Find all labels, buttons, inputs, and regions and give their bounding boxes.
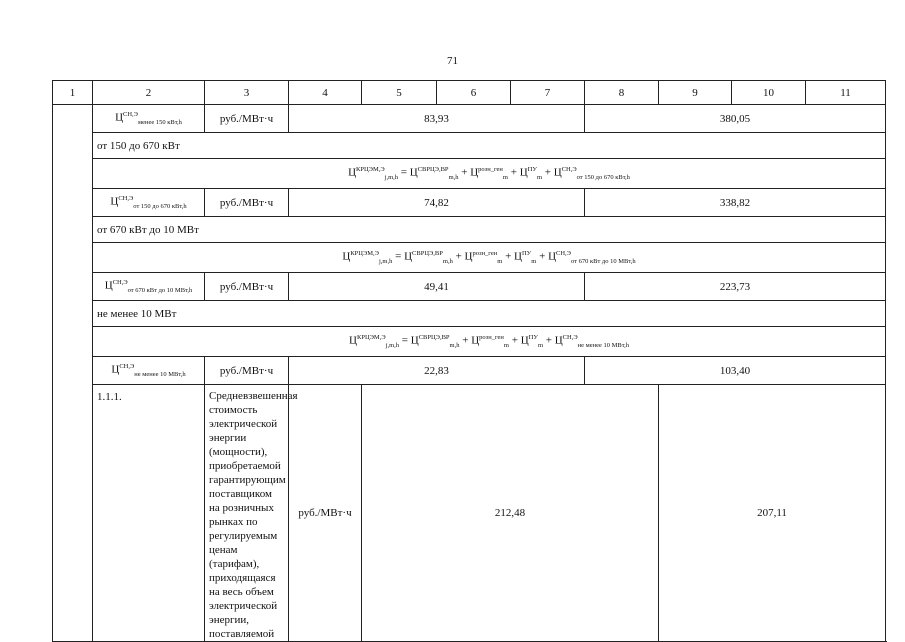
section-row (53, 133, 886, 159)
section-label: от 670 кВт до 10 МВт (93, 217, 886, 243)
section-label: от 150 до 670 кВт (93, 133, 886, 159)
header-col-8: 8 (585, 81, 659, 105)
value-cell: 207,11 (659, 385, 886, 642)
header-col-7: 7 (511, 81, 585, 105)
table-row (53, 189, 886, 217)
value-cell: 380,05 (585, 105, 886, 133)
header-col-6: 6 (437, 81, 511, 105)
header-col-1: 1 (53, 81, 93, 105)
value-cell: 212,48 (362, 385, 659, 642)
tariff-table (52, 80, 886, 642)
header-row (53, 81, 886, 105)
formula: $Ц^{КРЦЭМ,Э}_{j,m,h} = Ц^{СВРЦЭ,ВР}_{m,h} + Ц^{розн\_ген}_m + Ц^{ПУ}_m + Ц^{СН,Э}_{от 670 кВт до 10 МВт,h}$ (93, 243, 886, 273)
rate-symbol: $Ц^{СН,Э}_{не менее 10 МВт,h}$ (93, 357, 205, 385)
unit-cell: руб./МВт·ч (205, 273, 289, 301)
rate-symbol: $Ц^{СН,Э}_{менее 150 кВт,h}$ (93, 105, 205, 133)
section-label: не менее 10 МВт (93, 301, 886, 327)
formula-row (53, 243, 886, 273)
value-cell: 223,73 (585, 273, 886, 301)
value-cell: 22,83 (289, 357, 585, 385)
rate-symbol: $Ц^{СН,Э}_{от 670 кВт до 10 МВт,h}$ (93, 273, 205, 301)
unit-cell: руб./МВт·ч (205, 357, 289, 385)
value-cell: 103,40 (585, 357, 886, 385)
header-col-3: 3 (205, 81, 289, 105)
header-col-4: 4 (289, 81, 362, 105)
unit-cell: руб./МВт·ч (289, 385, 362, 642)
value-cell: 338,82 (585, 189, 886, 217)
value-cell: 49,41 (289, 273, 585, 301)
page-number: 71 (447, 55, 458, 67)
formula-row (53, 159, 886, 189)
header-col-9: 9 (659, 81, 732, 105)
unit-cell: руб./МВт·ч (205, 189, 289, 217)
value-cell: 74,82 (289, 189, 585, 217)
rate-symbol: $Ц^{СН,Э}_{от 150 до 670 кВт,h}$ (93, 189, 205, 217)
header-col-2: 2 (93, 81, 205, 105)
row-description: Средневзвешенная стоимость электрической энергии (мощности), приобретаемой гарантирующим поставщиком на розничных рынках по регулируемым ценам (тарифам), приходящаяся на весь объем электрической энергии, поставляемой (205, 385, 289, 642)
formula: $Ц^{КРЦЭМ,Э}_{j,m,h} = Ц^{СВРЦЭ,ВР}_{m,h} + Ц^{розн\_ген}_m + Ц^{ПУ}_m + Ц^{СН,Э}_{от 150 до 670 кВт,h}$ (93, 159, 886, 189)
header-col-5: 5 (362, 81, 437, 105)
unit-cell: руб./МВт·ч (205, 105, 289, 133)
table-row (53, 357, 886, 385)
table-row (53, 273, 886, 301)
header-col-11: 11 (806, 81, 886, 105)
formula: $Ц^{КРЦЭМ,Э}_{j,m,h} = Ц^{СВРЦЭ,ВР}_{m,h} + Ц^{розн\_ген}_m + Ц^{ПУ}_m + Ц^{СН,Э}_{не менее 10 МВт,h}$ (93, 327, 886, 357)
table-row (53, 385, 886, 642)
header-col-10: 10 (732, 81, 806, 105)
row-number: 1.1.1. (93, 385, 205, 642)
table-row (53, 105, 886, 133)
section-row (53, 301, 886, 327)
formula-row (53, 327, 886, 357)
section-row (53, 217, 886, 243)
value-cell: 83,93 (289, 105, 585, 133)
empty-number-cell (53, 105, 93, 642)
